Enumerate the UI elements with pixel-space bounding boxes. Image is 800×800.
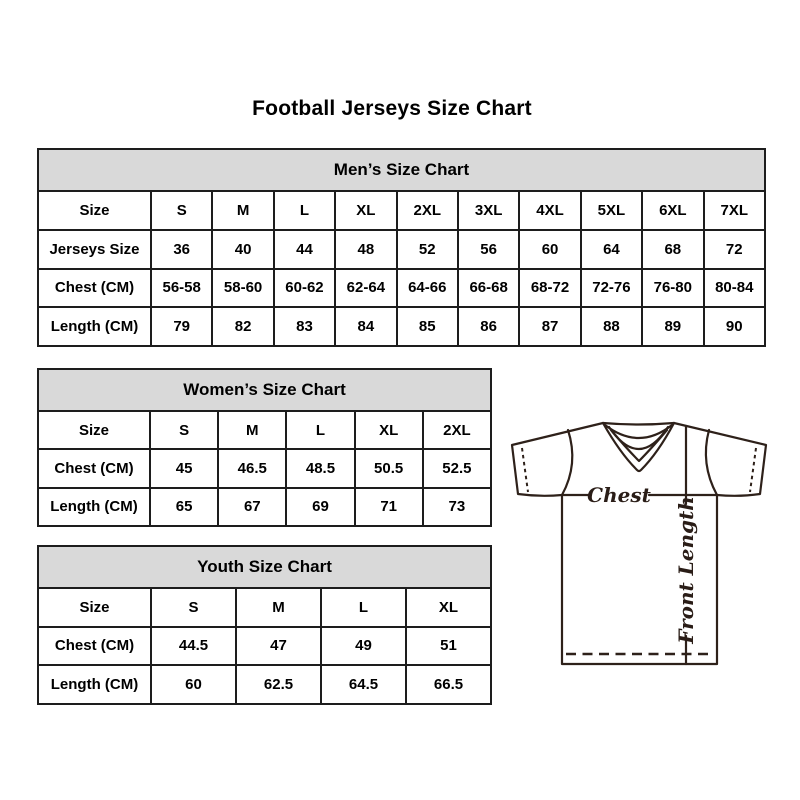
left-cuff-dashed-seam: [522, 448, 528, 492]
mens-value-cell: 3XL: [458, 191, 519, 230]
mens-value-cell: 44: [274, 230, 335, 269]
womens-row-1: [38, 449, 491, 487]
mens-value-cell: 68-72: [519, 269, 580, 308]
left-armhole-seam: [562, 430, 572, 495]
womens-row-2: [38, 488, 491, 526]
mens-value-cell: 52: [397, 230, 458, 269]
womens-value-cell: 65: [150, 488, 218, 526]
womens-value-cell: 46.5: [218, 449, 286, 487]
mens-value-cell: 86: [458, 307, 519, 346]
mens-value-cell: 76-80: [642, 269, 703, 308]
mens-value-cell: 48: [335, 230, 396, 269]
mens-value-cell: 68: [642, 230, 703, 269]
womens-row-label: Length (CM): [38, 488, 150, 526]
womens-value-cell: 48.5: [286, 449, 354, 487]
mens-value-cell: 7XL: [704, 191, 765, 230]
mens-value-cell: 85: [397, 307, 458, 346]
womens-row-label: Size: [38, 411, 150, 449]
page-title: Football Jerseys Size Chart: [252, 97, 532, 120]
youth-value-cell: 60: [151, 665, 236, 704]
womens-value-cell: 69: [286, 488, 354, 526]
womens-value-cell: 50.5: [355, 449, 423, 487]
womens-value-cell: 45: [150, 449, 218, 487]
mens-value-cell: M: [212, 191, 273, 230]
mens-value-cell: 87: [519, 307, 580, 346]
collar-top-line: [603, 423, 674, 425]
womens-row-0: [38, 411, 491, 449]
jersey-diagram: [498, 406, 770, 674]
youth-size-table: [37, 545, 492, 705]
mens-value-cell: 64-66: [397, 269, 458, 308]
womens-value-cell: 52.5: [423, 449, 491, 487]
right-armhole-seam: [706, 430, 717, 495]
jersey-outline: [512, 423, 766, 664]
mens-caption-row: [38, 149, 765, 191]
mens-row-3: [38, 307, 765, 346]
front-length-label: Front Length: [674, 496, 698, 644]
mens-value-cell: 66-68: [458, 269, 519, 308]
mens-row-label: Size: [38, 191, 151, 230]
mens-value-cell: 88: [581, 307, 642, 346]
youth-value-cell: 51: [406, 627, 491, 666]
youth-row-label: Chest (CM): [38, 627, 151, 666]
youth-value-cell: 44.5: [151, 627, 236, 666]
mens-value-cell: 56: [458, 230, 519, 269]
mens-row-label: Jerseys Size: [38, 230, 151, 269]
youth-row-2: [38, 665, 491, 704]
mens-row-label: Chest (CM): [38, 269, 151, 308]
womens-table-title: Women’s Size Chart: [38, 369, 491, 411]
mens-value-cell: 89: [642, 307, 703, 346]
youth-row-1: [38, 627, 491, 666]
mens-value-cell: 60: [519, 230, 580, 269]
womens-value-cell: 2XL: [423, 411, 491, 449]
mens-table-title: Men’s Size Chart: [38, 149, 765, 191]
womens-value-cell: 67: [218, 488, 286, 526]
womens-value-cell: 73: [423, 488, 491, 526]
youth-value-cell: 62.5: [236, 665, 321, 704]
mens-value-cell: 36: [151, 230, 212, 269]
mens-value-cell: 79: [151, 307, 212, 346]
mens-value-cell: 2XL: [397, 191, 458, 230]
youth-value-cell: L: [321, 588, 406, 627]
mens-size-table: [37, 148, 766, 347]
youth-table-title: Youth Size Chart: [38, 546, 491, 588]
mens-value-cell: 62-64: [335, 269, 396, 308]
mens-value-cell: 90: [704, 307, 765, 346]
youth-value-cell: S: [151, 588, 236, 627]
youth-row-label: Length (CM): [38, 665, 151, 704]
mens-value-cell: 72: [704, 230, 765, 269]
womens-value-cell: M: [218, 411, 286, 449]
mens-value-cell: 82: [212, 307, 273, 346]
mens-value-cell: 40: [212, 230, 273, 269]
youth-caption-row: [38, 546, 491, 588]
mens-value-cell: 72-76: [581, 269, 642, 308]
mens-value-cell: 60-62: [274, 269, 335, 308]
right-cuff-dashed-seam: [750, 448, 756, 492]
youth-value-cell: 49: [321, 627, 406, 666]
mens-value-cell: 83: [274, 307, 335, 346]
womens-value-cell: 71: [355, 488, 423, 526]
mens-value-cell: 64: [581, 230, 642, 269]
mens-value-cell: 80-84: [704, 269, 765, 308]
youth-row-0: [38, 588, 491, 627]
youth-value-cell: M: [236, 588, 321, 627]
womens-row-label: Chest (CM): [38, 449, 150, 487]
mens-value-cell: 84: [335, 307, 396, 346]
mens-row-2: [38, 269, 765, 308]
youth-row-label: Size: [38, 588, 151, 627]
womens-value-cell: L: [286, 411, 354, 449]
womens-caption-row: [38, 369, 491, 411]
mens-value-cell: 56-58: [151, 269, 212, 308]
mens-row-1: [38, 230, 765, 269]
mens-value-cell: 6XL: [642, 191, 703, 230]
mens-value-cell: 4XL: [519, 191, 580, 230]
mens-value-cell: 58-60: [212, 269, 273, 308]
youth-value-cell: 64.5: [321, 665, 406, 704]
youth-value-cell: 66.5: [406, 665, 491, 704]
mens-row-0: [38, 191, 765, 230]
youth-value-cell: 47: [236, 627, 321, 666]
womens-size-table: [37, 368, 492, 527]
mens-value-cell: L: [274, 191, 335, 230]
mens-value-cell: XL: [335, 191, 396, 230]
mens-value-cell: 5XL: [581, 191, 642, 230]
mens-row-label: Length (CM): [38, 307, 151, 346]
mens-value-cell: S: [151, 191, 212, 230]
womens-value-cell: S: [150, 411, 218, 449]
youth-value-cell: XL: [406, 588, 491, 627]
womens-value-cell: XL: [355, 411, 423, 449]
chest-label: Chest: [587, 483, 651, 507]
